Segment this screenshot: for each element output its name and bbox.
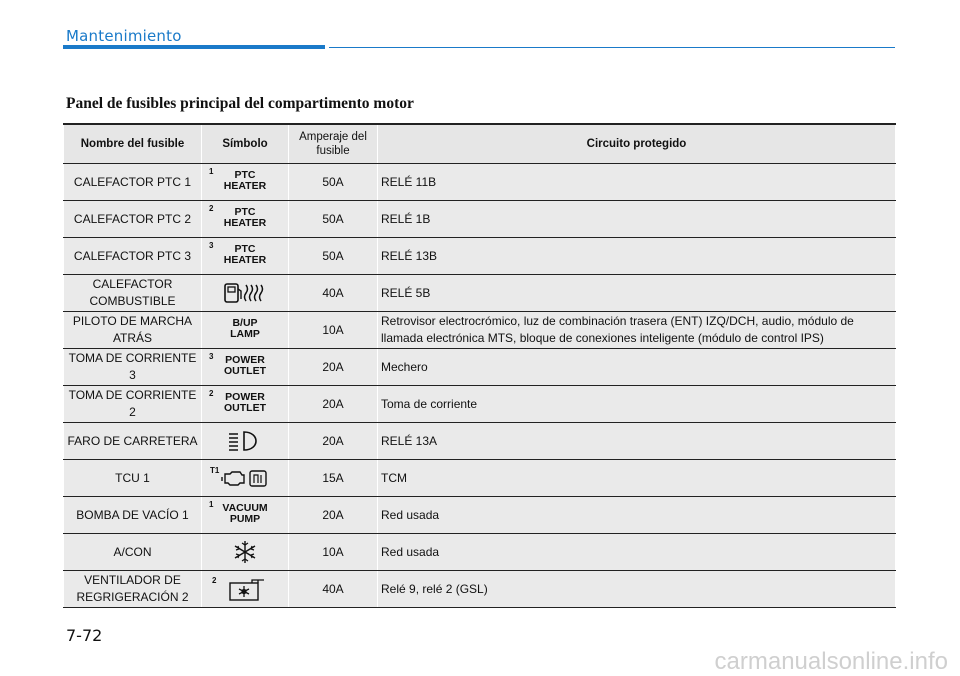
protected-circuit: Retrovisor electrocrómico, luz de combinación trasera (ENT) IZQ/DCH, audio, módulo de llamada electrónica MTS, bloque de conexiones inteligente (módulo de control IPS) bbox=[378, 312, 896, 349]
symbol-number: 3 bbox=[209, 241, 214, 250]
ptc-heater-icon bbox=[209, 204, 271, 229]
symbol-text: PTC HEATER bbox=[223, 169, 267, 192]
fuse-symbol bbox=[202, 423, 289, 460]
fuse-name: PILOTO DE MARCHA ATRÁS bbox=[64, 312, 202, 349]
column-header-circuit: Circuito protegido bbox=[378, 124, 896, 164]
protected-circuit: RELÉ 11B bbox=[378, 164, 896, 201]
column-header-symbol: Símbolo bbox=[202, 124, 289, 164]
table-row bbox=[64, 497, 896, 534]
fuse-amperage: 20A bbox=[289, 423, 378, 460]
table-row bbox=[64, 164, 896, 201]
ptc-heater-icon bbox=[209, 241, 271, 266]
symbol-number: 3 bbox=[209, 352, 214, 361]
table-row bbox=[64, 201, 896, 238]
ptc-heater-icon bbox=[209, 167, 271, 192]
tcu-icon bbox=[210, 466, 270, 490]
ac-snowflake-icon bbox=[230, 538, 260, 566]
symbol-number: 1 bbox=[209, 500, 214, 509]
protected-circuit: Red usada bbox=[378, 534, 896, 571]
fuse-amperage: 10A bbox=[289, 312, 378, 349]
fuse-amperage: 15A bbox=[289, 460, 378, 497]
fuse-amperage: 50A bbox=[289, 201, 378, 238]
fuse-symbol bbox=[202, 201, 289, 238]
symbol-text: PTC HEATER bbox=[223, 243, 267, 266]
protected-circuit: RELÉ 5B bbox=[378, 275, 896, 312]
fuse-amperage: 40A bbox=[289, 571, 378, 608]
table-row bbox=[64, 312, 896, 349]
symbol-text: PTC HEATER bbox=[223, 206, 267, 229]
fuse-symbol bbox=[202, 386, 289, 423]
fuse-symbol bbox=[202, 312, 289, 349]
fuse-name: CALEFACTOR PTC 2 bbox=[64, 201, 202, 238]
table-row bbox=[64, 423, 896, 460]
symbol-number: 2 bbox=[212, 576, 217, 585]
fuse-amperage: 50A bbox=[289, 238, 378, 275]
power-outlet-icon bbox=[209, 389, 271, 414]
power-outlet-icon bbox=[209, 352, 271, 377]
table-row bbox=[64, 571, 896, 608]
fuse-amperage: 20A bbox=[289, 386, 378, 423]
fuse-symbol bbox=[202, 460, 289, 497]
fuse-amperage: 20A bbox=[289, 497, 378, 534]
fuse-symbol bbox=[202, 275, 289, 312]
table-header-row bbox=[64, 124, 896, 164]
table-row bbox=[64, 349, 896, 386]
backup-lamp-icon bbox=[219, 318, 271, 340]
fuse-amperage: 20A bbox=[289, 349, 378, 386]
protected-circuit: TCM bbox=[378, 460, 896, 497]
protected-circuit: Relé 9, relé 2 (GSL) bbox=[378, 571, 896, 608]
protected-circuit: RELÉ 13B bbox=[378, 238, 896, 275]
fuse-name: A/CON bbox=[64, 534, 202, 571]
fuse-name: BOMBA DE VACÍO 1 bbox=[64, 497, 202, 534]
table-row bbox=[64, 386, 896, 423]
fuse-symbol bbox=[202, 571, 289, 608]
vacuum-pump-icon bbox=[209, 500, 271, 525]
fuse-name: CALEFACTOR COMBUSTIBLE bbox=[64, 275, 202, 312]
symbol-number: T1 bbox=[210, 466, 220, 475]
header-rule-thin bbox=[329, 47, 895, 48]
fuse-name: FARO DE CARRETERA bbox=[64, 423, 202, 460]
protected-circuit: Red usada bbox=[378, 497, 896, 534]
symbol-number: 2 bbox=[209, 204, 214, 213]
cooling-fan-icon bbox=[212, 576, 268, 602]
fuse-symbol bbox=[202, 349, 289, 386]
watermark: carmanualsonline.info bbox=[714, 648, 948, 675]
header-rule-thick bbox=[63, 45, 325, 49]
page-number: 7-72 bbox=[66, 626, 103, 645]
fuse-table bbox=[63, 123, 896, 608]
fuse-symbol bbox=[202, 497, 289, 534]
symbol-text: POWER OUTLET bbox=[224, 354, 266, 377]
page-title: Panel de fusibles principal del compartimento motor bbox=[66, 95, 414, 112]
table-row bbox=[64, 238, 896, 275]
column-header-amperage: Amperaje del fusible bbox=[289, 124, 378, 164]
table-row bbox=[64, 460, 896, 497]
protected-circuit: Mechero bbox=[378, 349, 896, 386]
fuse-amperage: 50A bbox=[289, 164, 378, 201]
section-header: Mantenimiento bbox=[66, 27, 182, 45]
fuse-name: TCU 1 bbox=[64, 460, 202, 497]
table-row bbox=[64, 534, 896, 571]
fuse-name: TOMA DE CORRIENTE 3 bbox=[64, 349, 202, 386]
protected-circuit: RELÉ 13A bbox=[378, 423, 896, 460]
fuse-name: VENTILADOR DE REGRIGERACIÓN 2 bbox=[64, 571, 202, 608]
fuse-amperage: 40A bbox=[289, 275, 378, 312]
fuse-symbol bbox=[202, 238, 289, 275]
fuse-symbol bbox=[202, 164, 289, 201]
high-beam-icon bbox=[225, 429, 265, 453]
fuel-heater-icon bbox=[222, 281, 268, 305]
symbol-text: VACUUM PUMP bbox=[222, 502, 268, 525]
fuse-name: CALEFACTOR PTC 3 bbox=[64, 238, 202, 275]
fuse-amperage: 10A bbox=[289, 534, 378, 571]
protected-circuit: RELÉ 1B bbox=[378, 201, 896, 238]
protected-circuit: Toma de corriente bbox=[378, 386, 896, 423]
fuse-name: TOMA DE CORRIENTE 2 bbox=[64, 386, 202, 423]
table-row bbox=[64, 275, 896, 312]
fuse-symbol bbox=[202, 534, 289, 571]
column-header-name: Nombre del fusible bbox=[64, 124, 202, 164]
symbol-text: POWER OUTLET bbox=[224, 391, 266, 414]
symbol-number: 2 bbox=[209, 389, 214, 398]
fuse-name: CALEFACTOR PTC 1 bbox=[64, 164, 202, 201]
symbol-text: B/UP LAMP bbox=[230, 317, 260, 340]
symbol-number: 1 bbox=[209, 167, 214, 176]
